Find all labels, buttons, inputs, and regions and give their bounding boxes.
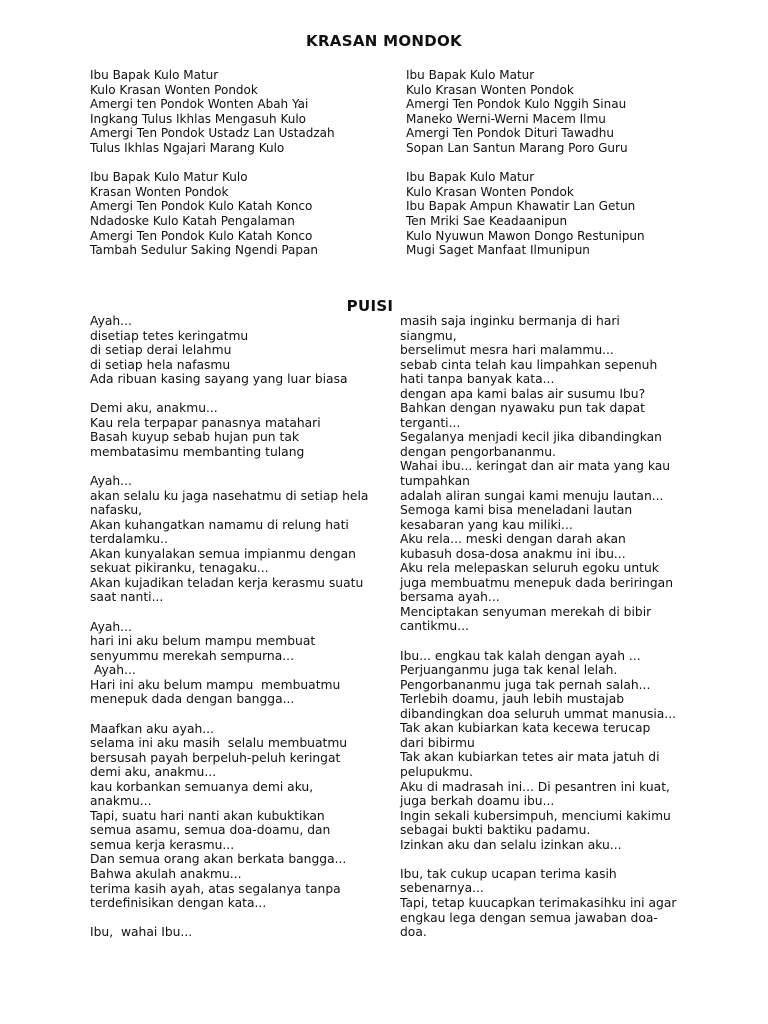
text-line: Tapi, suatu hari nanti akan kubuktikan (90, 808, 325, 823)
stanza-gap (90, 605, 368, 620)
text-line: Ibu, tak cukup ucapan terima kasih (400, 866, 617, 881)
text-line: Bahkan dengan nyawaku pun tak dapat (400, 401, 645, 416)
text-line: Demi aku, anakmu... (90, 401, 218, 416)
text-line: masih saja inginku bermanja di hari (400, 314, 620, 328)
text-line: Ingin sekali kubersimpuh, menciumi kakimu (400, 808, 671, 823)
text-line: Terlebih doamu, jauh lebih mustajab (400, 692, 625, 707)
text-line: senyummu merekah sempurna... (90, 648, 294, 663)
text-line: di setiap derai lelahmu (90, 343, 232, 358)
text-line: Tapi, tetap kuucapkan terimakasihku ini agar (400, 895, 677, 910)
text-line: dibandingkan doa seluruh ummat manusia... (400, 706, 677, 721)
text-line: akan selalu ku jaga nasehatmu di setiap hela (90, 488, 369, 503)
text-line: Hari ini aku belum mampu membuatmu (90, 677, 341, 692)
text-line: Krasan Wonten Pondok (90, 184, 229, 199)
text-line: Aku di madrasah ini... Di pesantren ini kuat, (400, 779, 670, 794)
text-line: bersusah payah berpeluh-peluh keringat (90, 750, 341, 765)
text-line: semua kerja kerasmu... (90, 837, 235, 852)
text-line: Amergi Ten Pondok Dituri Tawadhu (406, 126, 615, 141)
text-line: Aku rela... meski dengan darah akan (400, 532, 626, 547)
text-line: Amergi Ten Pondok Kulo Nggih Sinau (406, 97, 627, 112)
text-line: siangmu, (400, 328, 457, 343)
text-line: Ayah... (90, 314, 132, 328)
text-line: Tambah Sedulur Saking Ngendi Papan (90, 243, 318, 258)
stanza-gap (90, 156, 335, 171)
text-line: Basah kuyup sebab hujan pun tak (90, 430, 299, 445)
text-line: sebab cinta telah kau limpahkan sepenuh (400, 357, 658, 372)
text-line: Ayah... (90, 663, 136, 678)
stanza-gap (400, 634, 676, 649)
text-line: Tulus Ikhlas Ngajari Marang Kulo (90, 140, 285, 155)
text-line: dengan pengorbananmu. (400, 444, 556, 459)
text-line: Amergi Ten Pondok Kulo Katah Konco (90, 199, 313, 214)
text-line: demi aku, anakmu... (90, 765, 217, 780)
text-line: Menciptakan senyuman merekah di bibir (400, 604, 652, 619)
text-line: kubasuh dosa-dosa anakmu ini ibu... (400, 546, 626, 561)
text-line: Mugi Saget Manfaat Ilmunipun (406, 243, 590, 258)
text-line: Ingkang Tulus Ikhlas Mengasuh Kulo (90, 111, 306, 126)
text-line: Akan kuhangatkan namamu di relung hati (90, 517, 349, 532)
text-line: dengan apa kami balas air susumu Ibu? (400, 386, 646, 401)
text-line: Ibu Bapak Kulo Matur (406, 170, 535, 185)
text-line: Amergi Ten Pondok Kulo Katah Konco (90, 228, 313, 243)
text-line: Semoga kami bisa meneladani lautan (400, 503, 633, 518)
text-line: Ibu... engkau tak kalah dengan ayah ... (400, 648, 641, 663)
text-line: di setiap hela nafasmu (90, 357, 231, 372)
text-line: hari ini aku belum mampu membuat (90, 634, 316, 649)
puisi-right-column (400, 314, 676, 940)
stanza-gap (406, 156, 645, 171)
text-line: juga membuatmu menepuk dada beriringan (400, 575, 673, 590)
text-line: Amergi ten Pondok Wonten Abah Yai (90, 97, 309, 112)
text-line: Ada ribuan kasing sayang yang luar biasa (90, 372, 348, 387)
text-line: kesabaran yang kau miliki... (400, 517, 573, 532)
text-line: selama ini aku masih selalu membuatmu (90, 736, 348, 751)
text-line: membatasimu membanting tulang (90, 444, 305, 459)
text-line: Ibu Bapak Kulo Matur (90, 68, 219, 82)
text-line: Wahai ibu... keringat dan air mata yang kau (400, 459, 671, 474)
text-line: saat nanti... (90, 590, 164, 605)
text-line: menepuk dada dengan bangga... (90, 692, 295, 707)
text-line: Maneko Werni-Werni Macem Ilmu (406, 111, 606, 126)
text-line: Perjuanganmu juga tak kenal lelah. (400, 663, 618, 678)
text-line: sebagai bukti baktiku padamu. (400, 823, 591, 838)
text-line: bersama ayah... (400, 590, 500, 605)
text-line: terganti... (400, 415, 461, 430)
stanza-gap (90, 387, 368, 402)
text-line: terima kasih ayah, atas segalanya tanpa (90, 881, 341, 896)
text-line: Aku rela melepaskan seluruh egoku untuk (400, 561, 659, 576)
text-line: Tak akan kubiarkan tetes air mata jatuh di (400, 750, 660, 765)
stanza-gap (90, 911, 368, 926)
text-line: Kulo Krasan Wonten Pondok (90, 82, 258, 97)
puisi-left-column (90, 314, 368, 940)
text-line: Maafkan aku ayah... (90, 721, 215, 736)
text-line: hati tanpa banyak kata... (400, 372, 555, 387)
krasan-right-column (406, 68, 645, 258)
text-line: Akan kunyalakan semua impianmu dengan (90, 546, 356, 561)
text-line: pelupukmu. (400, 765, 473, 779)
text-line: Tak akan kubiarkan kata kecewa terucap (400, 721, 651, 736)
text-line: doa. (400, 925, 427, 940)
text-line: cantikmu... (400, 619, 469, 634)
text-line: Ibu, wahai Ibu... (90, 925, 193, 940)
text-line: semua asamu, semua doa-doamu, dan (90, 823, 331, 838)
krasan-left-column (90, 68, 335, 258)
text-line: dari bibirmu (400, 735, 475, 750)
text-line: Ibu Bapak Kulo Matur (406, 68, 535, 82)
title-krasan-mondok: KRASAN MONDOK (306, 32, 462, 50)
text-line: Segalanya menjadi kecil jika dibandingkan (400, 430, 662, 445)
text-line: Kulo Krasan Wonten Pondok (406, 82, 574, 97)
text-line: Kulo Nyuwun Mawon Dongo Restunipun (406, 228, 645, 243)
text-line: Pengorbananmu juga tak pernah salah... (400, 677, 651, 692)
text-line: Ibu Bapak Kulo Matur Kulo (90, 170, 248, 185)
text-line: terdefinisikan dengan kata... (90, 896, 267, 911)
title-puisi: PUISI (346, 297, 394, 315)
text-line: disetiap tetes keringatmu (90, 328, 249, 343)
text-line: Ayah... (90, 619, 132, 634)
text-line: Amergi Ten Pondok Ustadz Lan Ustadzah (90, 126, 335, 141)
text-line: Ayah... (90, 474, 132, 489)
text-line: terdalamku.. (90, 532, 168, 547)
text-line: Izinkan aku dan selalu izinkan aku... (400, 837, 622, 852)
text-line: tumpahkan (400, 474, 470, 489)
text-line: Kau rela terpapar panasnya matahari (90, 415, 321, 430)
text-line: sebenarnya... (400, 881, 484, 896)
text-line: Sopan Lan Santun Marang Poro Guru (406, 140, 628, 155)
stanza-gap (400, 852, 676, 867)
text-line: Ibu Bapak Ampun Khawatir Lan Getun (406, 199, 636, 214)
text-line: berselimut mesra hari malammu... (400, 343, 614, 358)
text-line: sekuat pikiranku, tenagaku... (90, 561, 269, 576)
text-line: nafasku, (90, 503, 143, 518)
text-line: Akan kujadikan teladan kerja kerasmu suatu (90, 575, 364, 590)
text-line: kau korbankan semuanya demi aku, (90, 779, 314, 794)
text-line: adalah aliran sungai kami menuju lautan... (400, 488, 664, 503)
stanza-gap (90, 707, 368, 722)
text-line: engkau lega dengan semua jawaban doa- (400, 910, 658, 925)
text-line: Bahwa akulah anakmu... (90, 866, 242, 881)
text-line: Ndadoske Kulo Katah Pengalaman (90, 213, 295, 228)
text-line: juga berkah doamu ibu... (400, 794, 555, 809)
stanza-gap (90, 460, 368, 475)
text-line: Dan semua orang akan berkata bangga... (90, 852, 347, 867)
text-line: Kulo Krasan Wonten Pondok (406, 184, 574, 199)
text-line: anakmu... (90, 794, 152, 809)
text-line: Ten Mriki Sae Keadaanipun (406, 213, 568, 228)
